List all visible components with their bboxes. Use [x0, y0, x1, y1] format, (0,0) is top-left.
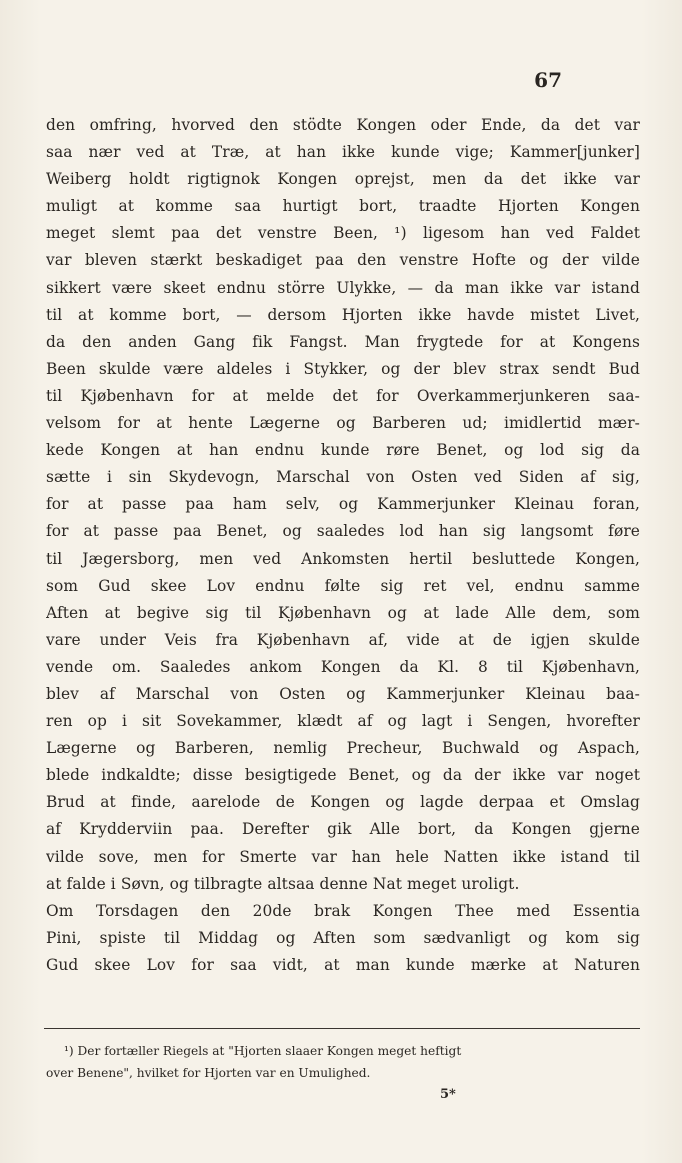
footnote-marker: ¹)	[64, 1044, 74, 1058]
text-line: vare under Veis fra Kjøbenhavn af, vide at de igjen skulde	[46, 630, 640, 649]
text-line: da den anden Gang fik Fangst. Man frygtede for at Kongens	[46, 332, 640, 351]
text-line: Om Torsdagen den 20de brak Kongen Thee med Essentia	[46, 901, 640, 920]
body-text	[46, 112, 640, 979]
text-line: ren op i sit Sovekammer, klædt af og lagt i Sengen, hvorefter	[46, 712, 640, 731]
text-line: til at komme bort, — dersom Hjorten ikke havde mistet Livet,	[46, 305, 640, 324]
text-line: til Kjøbenhavn for at melde det for Overkammerjunkeren saa-	[46, 386, 640, 405]
text-line: muligt at komme saa hurtigt bort, traadte Hjorten Kongen	[46, 197, 640, 216]
text-line: Aften at begive sig til Kjøbenhavn og at lade Alle dem, som	[46, 603, 640, 622]
footnote-line-2: over Benene", hvilket for Hjorten var en Umulighed.	[46, 1066, 371, 1080]
text-line: som Gud skee Lov endnu følte sig ret vel, endnu samme	[46, 576, 640, 595]
text-line: velsom for at hente Lægerne og Barberen ud; imidlertid mær-	[46, 414, 640, 433]
text-line: blede indkaldte; disse besigtigede Benet, og da der ikke var noget	[46, 766, 640, 785]
text-line: Pini, spiste til Middag og Aften som sædvanligt og kom sig	[46, 928, 640, 947]
text-line: meget slemt paa det venstre Been, ¹) ligesom han ved Faldet	[46, 224, 640, 243]
text-line: Been skulde være aldeles i Stykker, og der blev strax sendt Bud	[46, 359, 640, 378]
text-line: sikkert være skeet endnu större Ulykke, — da man ikke var istand	[46, 278, 640, 297]
text-line: Lægerne og Barberen, nemlig Precheur, Buchwald og Aspach,	[46, 739, 640, 758]
text-line: af Krydderviin paa. Derefter gik Alle bort, da Kongen gjerne	[46, 820, 640, 839]
footnote	[46, 1040, 640, 1084]
text-line: var bleven stærkt beskadiget paa den venstre Hofte og der vilde	[46, 251, 640, 270]
text-line: sætte i sin Skydevogn, Marschal von Osten ved Siden af sig,	[46, 468, 640, 487]
text-line: for at passe paa ham selv, og Kammerjunker Kleinau foran,	[46, 495, 640, 514]
printer-signature: 5*	[440, 1087, 456, 1102]
text-line: Gud skee Lov for saa vidt, at man kunde mærke at Naturen	[46, 955, 640, 974]
text-line: saa nær ved at Træ, at han ikke kunde vige; Kammer[junker]	[46, 143, 640, 162]
text-line: for at passe paa Benet, og saaledes lod han sig langsomt føre	[46, 522, 640, 541]
text-line: vende om. Saaledes ankom Kongen da Kl. 8 til Kjøbenhavn,	[46, 657, 640, 676]
text-line: Brud at finde, aarelode de Kongen og lagde derpaa et Omslag	[46, 793, 640, 812]
text-line: Weiberg holdt rigtignok Kongen oprejst, men da det ikke var	[46, 170, 640, 189]
footnote-line-1	[46, 1040, 640, 1062]
footnote-divider	[44, 1028, 640, 1029]
footnote-text-1: Der fortæller Riegels at "Hjorten slaaer Kongen meget heftigt	[77, 1044, 462, 1058]
page-number: 67	[534, 68, 562, 92]
text-line: at falde i Søvn, og tilbragte altsaa denne Nat meget uroligt.	[46, 874, 520, 893]
text-line: den omfring, hvorved den stödte Kongen oder Ende, da det var	[46, 116, 640, 134]
text-line: til Jægersborg, men ved Ankomsten hertil besluttede Kongen,	[46, 549, 640, 568]
text-line: blev af Marschal von Osten og Kammerjunker Kleinau baa-	[46, 684, 640, 703]
text-line: kede Kongen at han endnu kunde røre Benet, og lod sig da	[46, 441, 640, 460]
text-line: vilde sove, men for Smerte var han hele Natten ikke istand til	[46, 847, 640, 866]
